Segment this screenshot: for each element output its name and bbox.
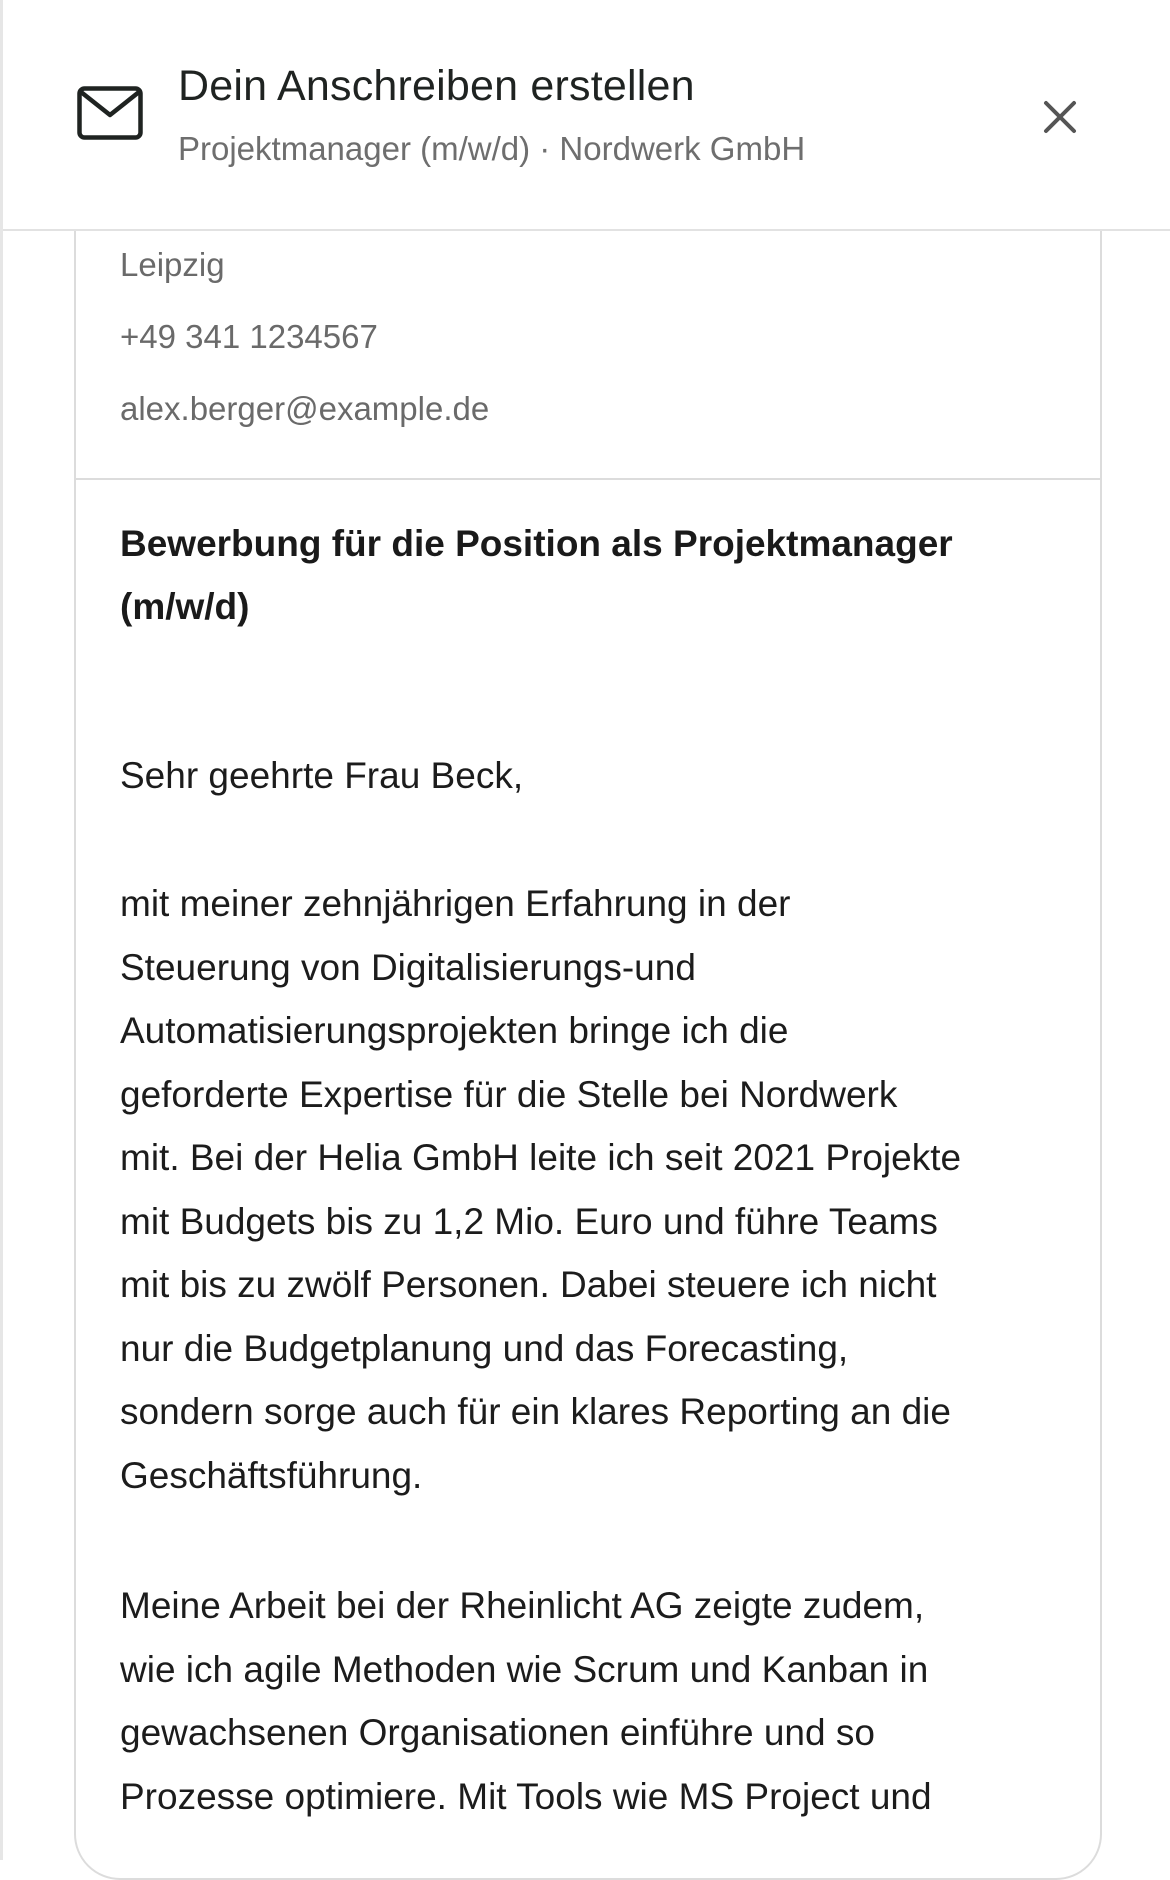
paragraph-line: gewachsenen Organisationen einführe und so — [120, 1712, 875, 1753]
paragraph-line: Automatisierungsprojekten bringe ich die — [120, 1010, 789, 1051]
paragraph-line: mit Budgets bis zu 1,2 Mio. Euro und führe Teams — [120, 1200, 938, 1242]
paragraph-line: Meine Arbeit bei der Rheinlicht AG zeigte zudem, — [120, 1585, 925, 1626]
paragraph-line: geforderte Expertise für die Stelle bei Nordwerk — [120, 1073, 898, 1115]
paragraph-line: Geschäftsführung. — [120, 1454, 423, 1496]
paragraph-line: Prozesse optimiere. Mit Tools wie MS Project und — [120, 1775, 932, 1817]
paragraph-line: wie ich agile Methoden wie Scrum und Kanban in — [120, 1648, 929, 1690]
paragraph-line: nur die Budgetplanung und das Forecasting, — [120, 1327, 849, 1369]
page-title: Dein Anschreiben erstellen — [178, 62, 695, 110]
subject-line: (m/w/d) — [120, 586, 250, 627]
letter-salutation: Sehr geehrte Frau Beck, — [120, 755, 524, 796]
letter-paragraph — [120, 1574, 1070, 1828]
close-icon[interactable] — [1033, 90, 1087, 144]
sender-email: alex.berger@example.de — [120, 390, 490, 427]
page-subtitle: Projektmanager (m/w/d) · Nordwerk GmbH — [178, 130, 806, 167]
paragraph-line: mit bis zu zwölf Personen. Dabei steuere ich nicht — [120, 1264, 937, 1305]
letter-preview[interactable] — [74, 180, 1102, 1880]
modal-header — [3, 0, 1170, 231]
paragraph-line: Steuerung von Digitalisierungs-und — [120, 946, 696, 988]
envelope-icon — [77, 86, 143, 140]
paragraph-line: sondern sorge auch für ein klares Reporting an die — [120, 1391, 951, 1432]
paragraph-line: mit. Bei der Helia GmbH leite ich seit 2021 Projekte — [120, 1137, 962, 1178]
subject-line: Bewerbung für die Position als Projektmanager — [120, 523, 953, 564]
letter-paragraph — [120, 872, 1070, 1507]
sender-city: Leipzig — [120, 246, 225, 283]
paragraph-line: mit meiner zehnjährigen Erfahrung in der — [120, 883, 791, 924]
letter-body — [120, 512, 1070, 1817]
letter-subject — [120, 512, 1070, 638]
sender-phone: +49 341 1234567 — [120, 318, 378, 355]
